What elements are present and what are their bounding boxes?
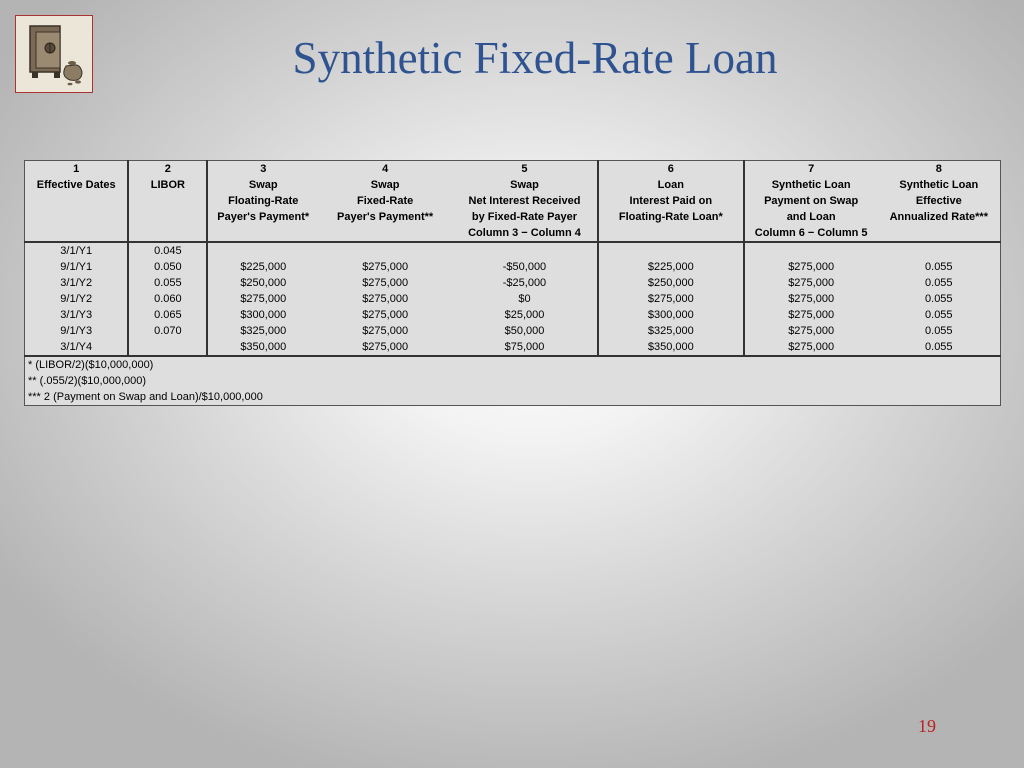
table-cell: $0 bbox=[452, 291, 598, 307]
table-row bbox=[25, 275, 1001, 291]
table-cell: 0.055 bbox=[925, 341, 953, 353]
table-cell: $275,000 bbox=[788, 293, 835, 305]
table-cell: 0.045 bbox=[128, 242, 207, 259]
table-cell: 0.055 bbox=[925, 325, 953, 337]
column-header-2: 2 bbox=[128, 161, 207, 178]
table-cell: 0.055 bbox=[925, 293, 953, 305]
table-cell: $250,000 bbox=[598, 275, 744, 291]
table-cell bbox=[207, 242, 318, 259]
table-row bbox=[25, 242, 1001, 259]
table-cell: $325,000 bbox=[240, 325, 287, 337]
table-cell: $225,000 bbox=[598, 259, 744, 275]
table-cell: $75,000 bbox=[452, 339, 598, 356]
table-cell bbox=[452, 242, 598, 259]
table-cell bbox=[128, 339, 207, 356]
table-cell: 0.055 bbox=[925, 309, 953, 321]
column-title-4: Swap Fixed-Rate Payer's Payment** bbox=[318, 177, 452, 242]
table-cell: $50,000 bbox=[452, 323, 598, 339]
table-cell: $275,000 bbox=[240, 293, 287, 305]
table-cell: $300,000 bbox=[240, 309, 287, 321]
table-cell: 9/1/Y1 bbox=[25, 259, 129, 275]
column-header-8: 8 bbox=[935, 163, 942, 175]
table-cell: $225,000 bbox=[240, 261, 287, 273]
table-cell: $275,000 bbox=[362, 341, 409, 353]
table-cell: 0.055 bbox=[925, 277, 953, 289]
footnote: * (LIBOR/2)($10,000,000) bbox=[25, 356, 1001, 373]
table-cell: $275,000 bbox=[362, 293, 409, 305]
column-title-2: LIBOR bbox=[128, 177, 207, 242]
table-cell: $275,000 bbox=[362, 309, 409, 321]
column-number-row bbox=[25, 161, 1001, 178]
table-cell: 3/1/Y4 bbox=[25, 339, 129, 356]
table-cell: 0.055 bbox=[128, 275, 207, 291]
table-cell: $250,000 bbox=[240, 277, 287, 289]
table-cell: 9/1/Y3 bbox=[25, 323, 129, 339]
table-row bbox=[25, 323, 1001, 339]
table-cell: $325,000 bbox=[598, 323, 744, 339]
table-cell: $350,000 bbox=[598, 339, 744, 356]
footnote: ** (.055/2)($10,000,000) bbox=[28, 375, 147, 387]
table-cell bbox=[318, 242, 452, 259]
table-cell: $275,000 bbox=[788, 325, 835, 337]
table-cell: 0.050 bbox=[128, 259, 207, 275]
footnote: *** 2 (Payment on Swap and Loan)/$10,000,000 bbox=[28, 391, 263, 403]
column-title-1: Effective Dates bbox=[25, 177, 129, 242]
column-title-row bbox=[25, 177, 1001, 242]
column-header-1: 1 bbox=[25, 161, 129, 178]
footnote-row bbox=[25, 356, 1001, 373]
table-cell: $275,000 bbox=[788, 309, 835, 321]
table-cell: 3/1/Y3 bbox=[25, 307, 129, 323]
table-cell bbox=[744, 242, 878, 259]
column-header-5: 5 bbox=[452, 161, 598, 178]
table-cell: $275,000 bbox=[598, 291, 744, 307]
footnote-row bbox=[25, 373, 1001, 389]
column-title-7: Synthetic Loan Payment on Swap and Loan Column 6 − Column 5 bbox=[744, 177, 878, 242]
column-title-8: Synthetic Loan Effective Annualized Rate*** bbox=[878, 177, 1001, 242]
table-row bbox=[25, 307, 1001, 323]
table-row bbox=[25, 291, 1001, 307]
table-cell bbox=[878, 242, 1001, 259]
table-cell: $275,000 bbox=[788, 261, 835, 273]
table-cell: $275,000 bbox=[362, 277, 409, 289]
table-cell: 3/1/Y2 bbox=[25, 275, 129, 291]
table-cell: 0.065 bbox=[128, 307, 207, 323]
column-title-3: Swap Floating-Rate Payer's Payment* bbox=[207, 177, 318, 242]
swap-schedule-table bbox=[24, 160, 1001, 406]
table-cell: $275,000 bbox=[362, 261, 409, 273]
table-cell: 9/1/Y2 bbox=[25, 291, 129, 307]
column-header-6: 6 bbox=[598, 161, 744, 178]
table-cell: -$25,000 bbox=[452, 275, 598, 291]
table-cell bbox=[598, 242, 744, 259]
footnote-row bbox=[25, 389, 1001, 406]
table-cell: $25,000 bbox=[452, 307, 598, 323]
column-title-5: Swap Net Interest Received by Fixed-Rate Payer Column 3 − Column 4 bbox=[452, 177, 598, 242]
table-cell: 0.060 bbox=[128, 291, 207, 307]
page-number: 19 bbox=[918, 716, 936, 736]
table-cell: $275,000 bbox=[788, 341, 835, 353]
table-cell: $300,000 bbox=[598, 307, 744, 323]
column-header-4: 4 bbox=[382, 163, 389, 175]
column-header-7: 7 bbox=[808, 163, 815, 175]
column-header-3: 3 bbox=[260, 163, 267, 175]
page-title: Synthetic Fixed-Rate Loan bbox=[292, 33, 778, 83]
column-title-6: Loan Interest Paid on Floating-Rate Loan* bbox=[598, 177, 744, 242]
table-cell: $275,000 bbox=[788, 277, 835, 289]
table-cell: 0.070 bbox=[128, 323, 207, 339]
table-row bbox=[25, 339, 1001, 356]
table-cell: $275,000 bbox=[362, 325, 409, 337]
table-cell: -$50,000 bbox=[452, 259, 598, 275]
table-cell: 0.055 bbox=[925, 261, 953, 273]
table-cell: $350,000 bbox=[240, 341, 287, 353]
table-cell: 3/1/Y1 bbox=[25, 242, 129, 259]
table-row bbox=[25, 259, 1001, 275]
